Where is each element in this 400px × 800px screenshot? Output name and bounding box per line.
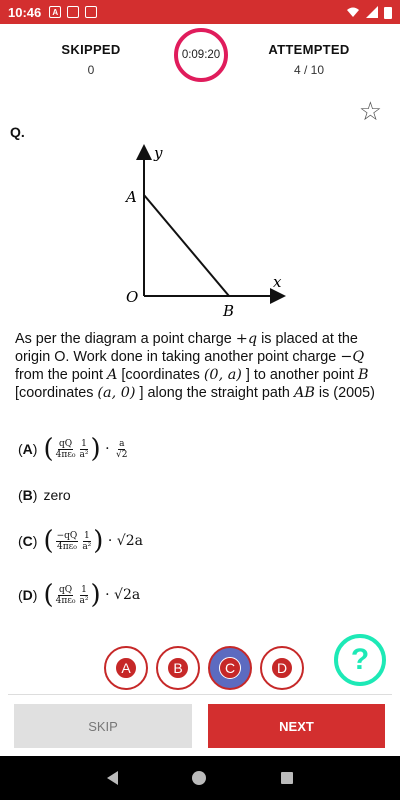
option-c <box>18 528 388 554</box>
question-text-part: is placed at the origin O. Work done in taking another point charge <box>15 331 358 365</box>
question-text-part: [coordinates <box>117 367 204 383</box>
app-icon <box>67 6 79 18</box>
question-text <box>15 330 387 402</box>
x-axis-label: x <box>273 273 282 291</box>
question-text-part: ] to another point <box>241 367 358 383</box>
math-point-b: B <box>357 367 369 383</box>
question-text-part: ] along the straight path <box>135 385 294 401</box>
question-text-part: is (2005) <box>314 385 375 401</box>
skipped-value: 0 <box>87 63 95 77</box>
skip-button[interactable]: SKIP <box>14 704 192 748</box>
back-icon[interactable] <box>107 771 118 785</box>
status-time: 10:46 <box>8 4 42 20</box>
option-c-key: (C) <box>18 533 38 549</box>
answer-b-button[interactable]: B <box>156 646 200 690</box>
option-a-expression: ( $\frac{qQ}{\text{4πε₀}}$ $\frac{1}{\text{a²}}$ ) · $\frac{a}{√2}$ <box>43 434 128 464</box>
math-charge-q: +q <box>235 331 258 347</box>
option-c-expression: ( $\frac{-qQ}{\text{4πε₀}}$ $\frac{1}{\text{a²}}$ ) · √2a <box>43 526 143 556</box>
recents-icon[interactable] <box>281 772 293 784</box>
next-button[interactable]: NEXT <box>208 704 385 748</box>
timer: 0:09:20 <box>174 28 228 82</box>
skipped-label: SKIPPED <box>61 42 121 57</box>
y-axis-label: y <box>154 144 163 162</box>
question-label: Q. <box>10 124 25 140</box>
wifi-icon <box>346 6 360 18</box>
system-nav-bar <box>0 756 400 800</box>
question-text-part: [coordinates <box>15 385 98 401</box>
app-a-icon: A <box>49 6 61 18</box>
skipped-stat <box>31 42 151 77</box>
option-d-key: (D) <box>18 587 38 603</box>
math-coord-b: (a, 0) <box>97 385 136 401</box>
battery-icon <box>384 6 392 19</box>
divider <box>8 694 392 695</box>
math-point-a: A <box>107 367 118 383</box>
origin-label: O <box>126 288 139 306</box>
home-icon[interactable] <box>192 771 206 785</box>
question-diagram <box>110 138 300 323</box>
answer-a-button[interactable]: A <box>104 646 148 690</box>
math-coord-a: (0, a) <box>203 367 242 383</box>
answer-buttons <box>104 646 304 690</box>
quiz-header <box>0 24 400 94</box>
attempted-value: 4 / 10 <box>293 63 325 77</box>
question-mark-icon[interactable]: ? <box>334 634 386 686</box>
option-d <box>18 582 388 608</box>
point-b-label: B <box>223 302 235 320</box>
math-path-ab: AB <box>293 385 315 401</box>
attempted-stat <box>249 42 369 77</box>
option-b-key: (B) <box>18 487 38 503</box>
notification-icons <box>49 6 97 18</box>
path-ab <box>144 195 229 296</box>
system-icons <box>346 6 392 19</box>
math-charge-Q: −Q <box>340 349 365 365</box>
question-text-part: As per the diagram a point charge <box>15 331 236 347</box>
option-d-expression: ( $\frac{qQ}{\text{4πε₀}}$ $\frac{1}{\text{a²}}$ ) · √2a <box>43 580 141 610</box>
option-b-text: zero <box>43 487 71 503</box>
attempted-label: ATTEMPTED <box>268 42 350 57</box>
answer-c-button[interactable]: C <box>208 646 252 690</box>
point-a-label: A <box>126 188 137 206</box>
status-bar <box>0 0 400 24</box>
bookmark-star-icon[interactable]: ☆ <box>358 96 382 126</box>
sim-icon <box>85 6 97 18</box>
option-a-key: (A) <box>18 441 38 457</box>
question-text-part: from the point <box>15 367 107 383</box>
answer-d-button[interactable]: D <box>260 646 304 690</box>
option-a <box>18 436 388 462</box>
option-b <box>18 482 388 508</box>
options-list <box>18 436 388 608</box>
signal-icon <box>366 6 378 18</box>
